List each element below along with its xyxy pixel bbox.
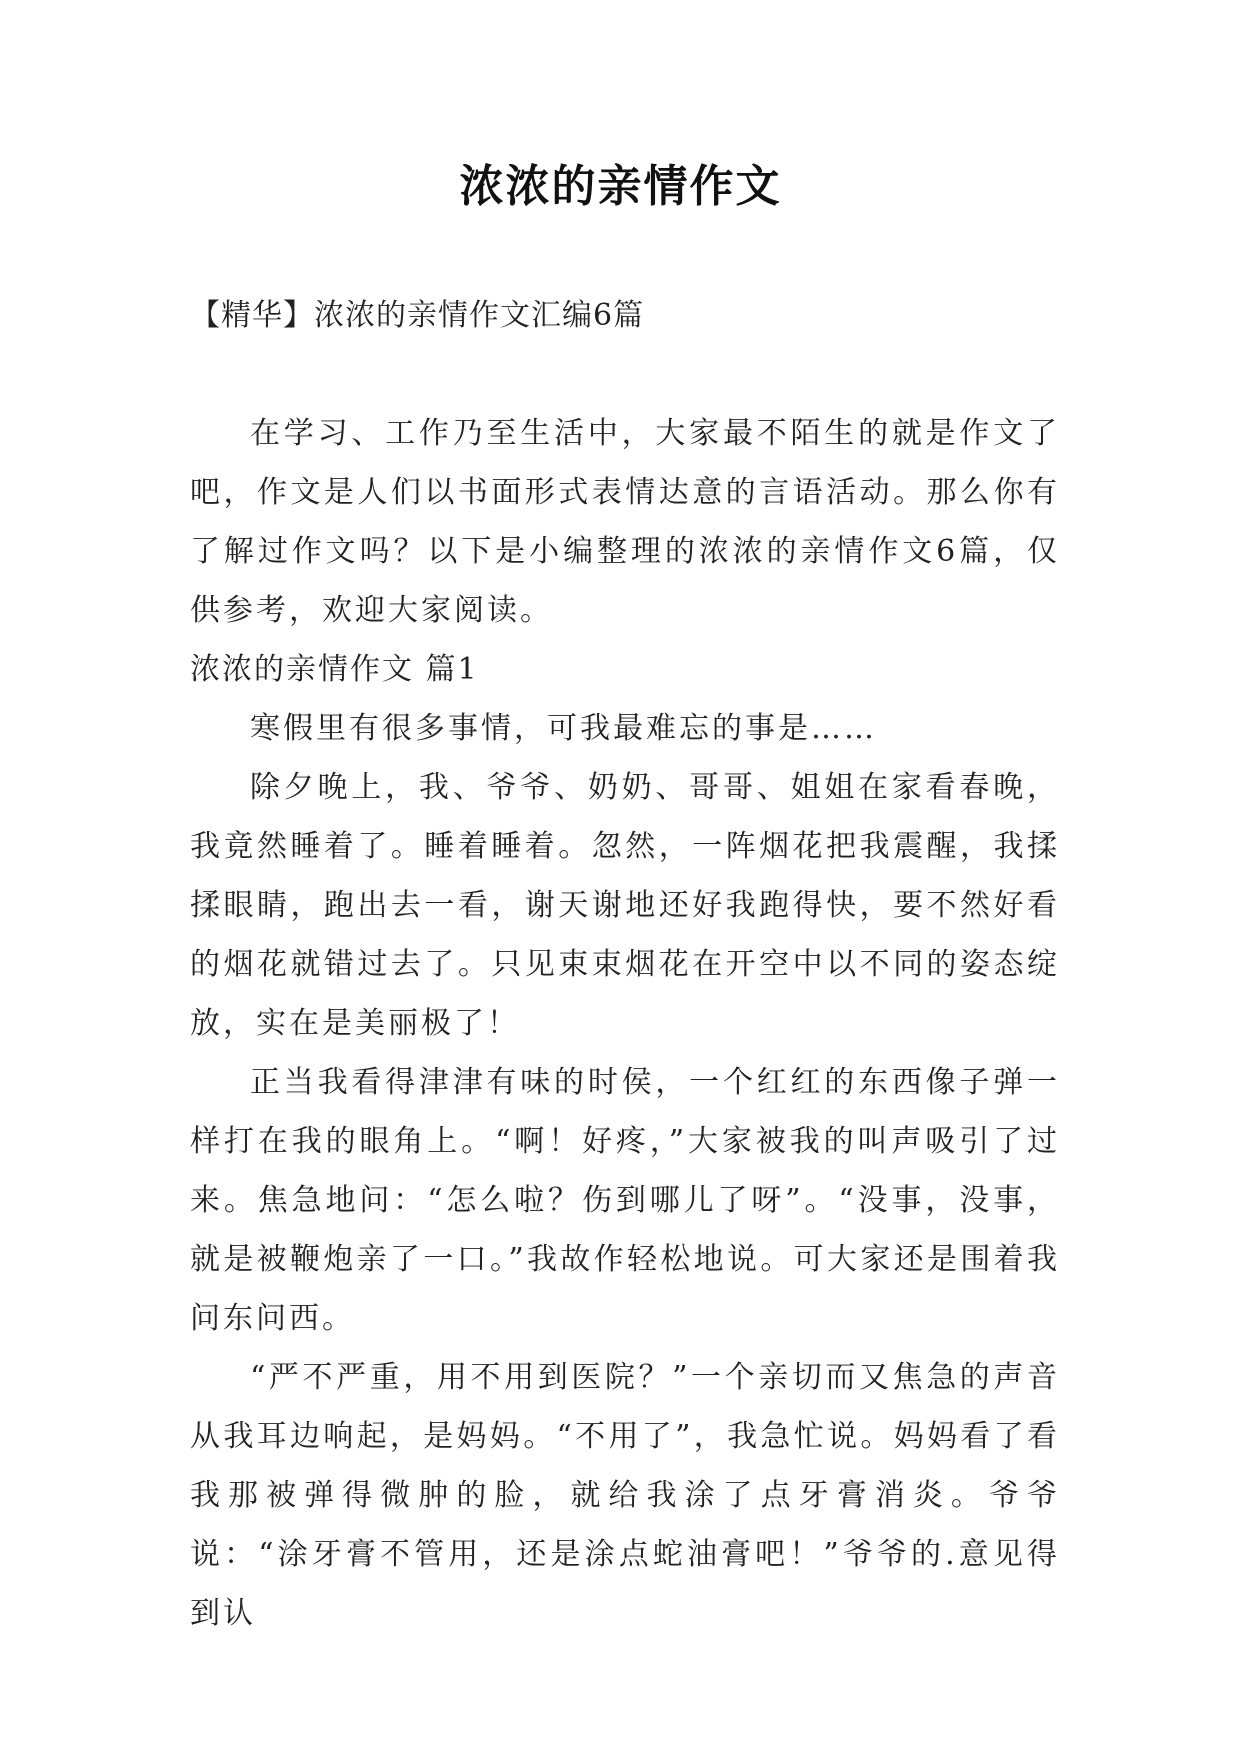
body-paragraph: 寒假里有很多事情，可我最难忘的事是……: [250, 711, 877, 746]
document-subtitle: 【精华】浓浓的亲情作文汇编6篇: [190, 298, 645, 333]
body-paragraph: “严不严重，用不用到医院？”一个亲切而又焦急的声音从我耳边响起，是妈妈。“不用了”，我急忙说。妈妈看了看我那被弹得微肿的脸，就给我涂了点牙膏消炎。爷爷说：“涂牙膏不管用，还是涂点蛇油膏吧！”爷爷的.意见得到认: [190, 1360, 1060, 1631]
intro-paragraph: 在学习、工作乃至生活中，大家最不陌生的就是作文了吧，作文是人们以书面形式表情达意的言语活动。那么你有了解过作文吗？以下是小编整理的浓浓的亲情作文6篇，仅供参考，欢迎大家阅读。: [190, 416, 1060, 628]
body-paragraph: 正当我看得津津有味的时侯，一个红红的东西像子弹一样打在我的眼角上。“啊！好疼，”大家被我的叫声吸引了过来。焦急地问：“怎么啦？伤到哪儿了呀”。“没事，没事，就是被鞭炮亲了一口。”我故作轻松地说。可大家还是围着我问东问西。: [190, 1065, 1060, 1336]
section-heading: 浓浓的亲情作文 篇1: [190, 652, 479, 687]
body-paragraph: 除夕晚上，我、爷爷、奶奶、哥哥、姐姐在家看春晚，我竟然睡着了。睡着睡着。忽然，一阵烟花把我震醒，我揉揉眼睛，跑出去一看，谢天谢地还好我跑得快，要不然好看的烟花就错过去了。只见束束烟花在开空中以不同的姿态绽放，实在是美丽极了！: [190, 770, 1060, 1041]
document-title: 浓浓的亲情作文: [459, 161, 782, 212]
document-body: [190, 404, 1060, 1643]
